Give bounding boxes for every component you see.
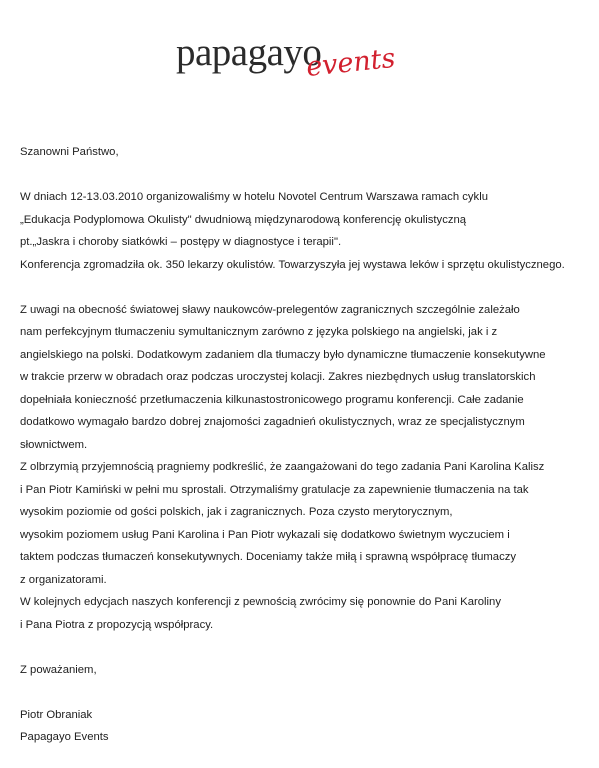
paragraph-translation (20, 299, 585, 637)
signature-company: Papagayo Events (20, 731, 109, 743)
text-line: W kolejnych edycjach naszych konferencji z pewnością zwrócimy się ponownie do Pani Karoliny (20, 596, 501, 608)
text-line: i Pana Piotra z propozycją współpracy. (20, 618, 214, 631)
text-line: w trakcie przerw w obradach oraz podczas uroczystej kolacji. Zakres niezbędnych usług translatorskich (20, 371, 536, 383)
paragraph-conference (20, 186, 585, 276)
text-line: z organizatorami. (20, 573, 107, 586)
greeting: Szanowni Państwo, (20, 146, 119, 158)
letter-body (20, 141, 585, 749)
text-line: wysokim poziomem usług Pani Karolina i Pan Piotr wykazali się dodatkowo świetnym wyczuciem i (20, 528, 510, 541)
closing: Z poważaniem, (20, 663, 97, 676)
text-line: Z uwagi na obecność światowej sławy naukowców-prelegentów zagranicznych szczególnie zależało (20, 303, 520, 316)
text-line: W dniach 12-13.03.2010 organizowaliśmy w hotelu Novotel Centrum Warszawa ramach cyklu (20, 191, 488, 203)
text-line: słownictwem. (20, 438, 88, 451)
text-line: Konferencja zgromadziła ok. 350 lekarzy okulistów. Towarzyszyła jej wystawa leków i sprzętu okulistycznego. (20, 258, 565, 271)
text-line: dodatkowo wymagało bardzo dobrej znajomości zagadnień okulistycznych, wraz ze specjalistycznym (20, 416, 525, 428)
logo-script-events: events (304, 42, 397, 83)
text-line: i Pan Piotr Kamiński w pełni mu sprostali. Otrzymaliśmy gratulacje za zapewnienie tłumaczenia na tak (20, 483, 529, 496)
signature-name: Piotr Obraniak (20, 708, 93, 721)
text-line: pt.„Jaskra i choroby siatkówki – postępy w diagnostyce i terapii". (20, 236, 342, 248)
logo-wordmark: papagayo (176, 31, 322, 74)
text-line: nam perfekcyjnym tłumaczeniu symultanicznym zarówno z języka polskiego na angielski, jak i z (20, 326, 498, 338)
text-line: wysokim poziomie od gości polskich, jak i zagranicznych. Poza czysto merytorycznym, (20, 506, 453, 518)
text-line: „Edukacja Podyplomowa Okulisty" dwudniową międzynarodową konferencję okulistyczną (20, 213, 467, 226)
text-line: Z olbrzymią przyjemnością pragniemy podkreślić, że zaangażowani do tego zadania Pani Karolina Kalisz (20, 461, 545, 473)
text-line: dopełniała konieczność przetłumaczenia kilkunastostronicowego programu konferencji. Całe zadanie (20, 393, 524, 406)
papagayo-events-logo (176, 30, 416, 90)
text-line: taktem podczas tłumaczeń konsekutywnych. Doceniamy także miłą i sprawną współpracę tłumaczy (20, 551, 517, 563)
text-line: angielskiego na polski. Dodatkowym zadaniem dla tłumaczy było dynamiczne tłumaczenie konsekutywne (20, 348, 546, 361)
